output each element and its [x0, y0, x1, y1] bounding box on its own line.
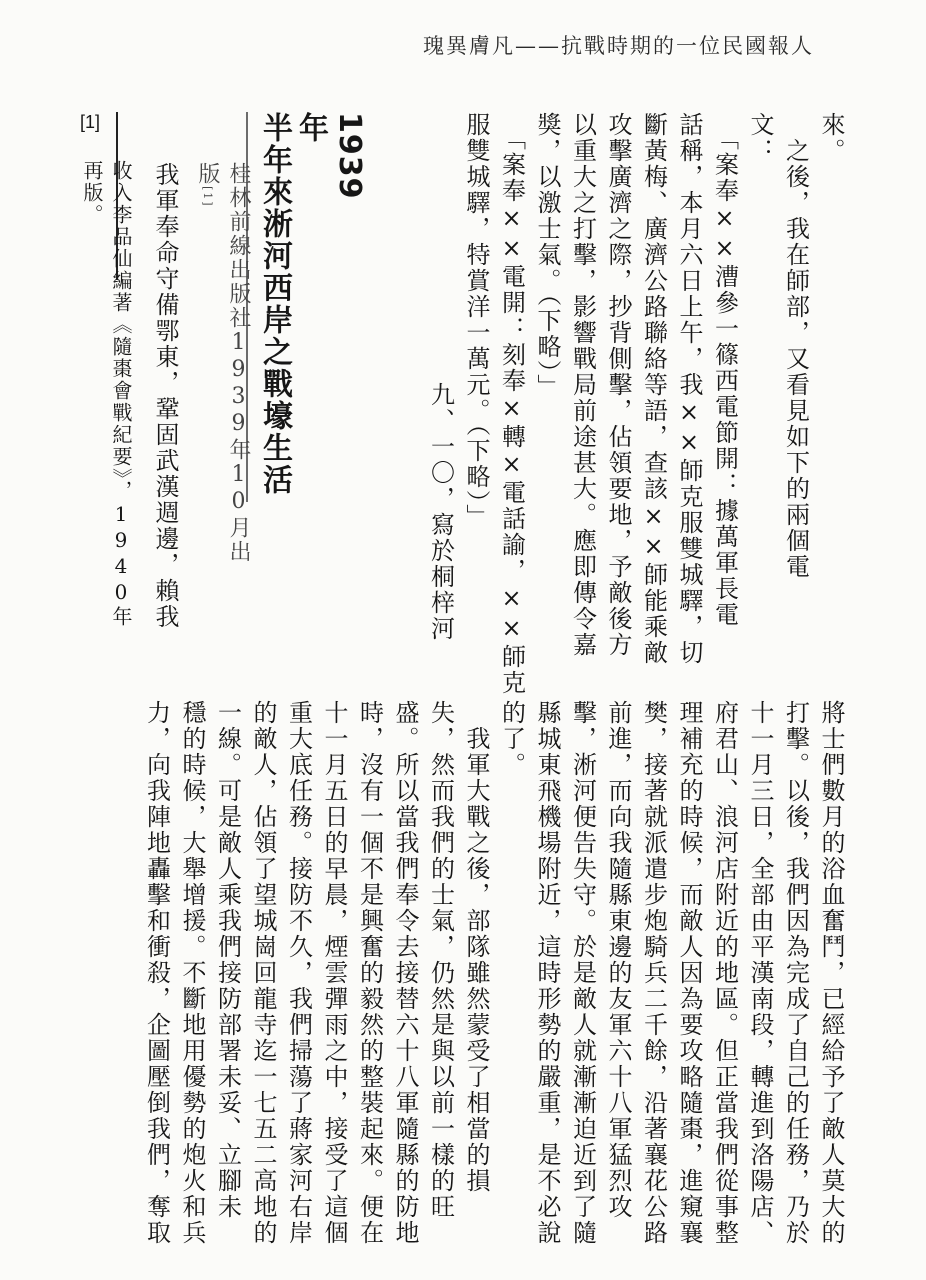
- top-text-block: [422, 112, 848, 696]
- footnote-text: 收入李品仙編著《隨棗會戰紀要》，1940年再版。: [80, 160, 133, 628]
- footnote-number: [1]: [80, 112, 101, 132]
- bottom-text-block: [138, 700, 848, 1260]
- text-column: 十一月三日，全部由平漢南段，轉進到洛陽店、: [746, 700, 774, 1246]
- section-source-note: [1]: [201, 186, 214, 208]
- text-column: 時，沒有一個不是興奮的毅然的整裝起來。便在: [355, 700, 384, 1246]
- text-column: 服雙城驛，特賞洋一萬元。（下略）」: [462, 112, 490, 530]
- text-column: 盛。所以當我們奉令去接替六十八軍隨縣的防地: [391, 700, 419, 1246]
- text-column: 之後，我在師部，又看見如下的兩個電: [781, 112, 810, 580]
- text-column: 府君山、浪河店附近的地區。但正當我們從事整: [710, 700, 739, 1246]
- text-column: 一線。可是敵人乘我們接防部署未妥、立腳未: [213, 700, 242, 1220]
- text-column: 縣城東飛機場附近，這時形勢的嚴重，是不必說: [533, 700, 561, 1246]
- text-column: 斷黃梅、廣濟公路聯絡等語，查該××師能乘敵: [639, 112, 668, 666]
- text-column: 話稱，本月六日上午，我××師克服雙城驛，切: [675, 112, 703, 666]
- text-column: 穩的時候，大舉增援。不斷地用優勢的炮火和兵: [178, 700, 206, 1246]
- text-column: 攻擊廣濟之際，抄背側擊，佔領要地，予敵後方: [604, 112, 632, 658]
- text-column: 十一月五日的早晨，煙雲彈雨之中，接受了這個: [320, 700, 348, 1246]
- text-column: 擊，淅河便告失守。於是敵人就漸漸迫近到了隨: [568, 700, 597, 1246]
- section-title: 半年來淅河西岸之戰壕生活: [246, 112, 296, 502]
- text-column: 文：: [746, 112, 774, 164]
- text-column: 理補充的時候，而敵人因為要攻略隨棗，進窺襄: [675, 700, 703, 1246]
- text-column: 重大底任務。接防不久，我們掃蕩了蔣家河右岸: [284, 700, 313, 1246]
- running-header: 瑰異膚凡——抗戰時期的一位民國報人: [423, 34, 814, 58]
- text-column: 來。: [817, 112, 845, 164]
- text-column: 樊，接著就派遣步炮騎兵二千餘，沿著襄花公路: [639, 700, 668, 1246]
- section-body-first-line: 我軍奉命守備鄂東，鞏固武漢週邊，賴我: [151, 162, 179, 630]
- text-column: 「案奉××電開：刻奉×轉×電話諭，××師克: [497, 112, 526, 696]
- text-column: 將士們數月的浴血奮鬥，已經給予了敵人莫大的: [817, 700, 845, 1246]
- text-column: 以重大之打擊，影響戰局前途甚大。應即傳令嘉: [568, 112, 597, 658]
- text-column: 的敵人，佔領了望城崗回龍寺迄一七五二高地的: [249, 700, 277, 1246]
- section-source: [192, 162, 254, 582]
- text-column: 我軍大戰之後，部隊雖然蒙受了相當的損: [462, 700, 490, 1194]
- text-column: 的了。: [497, 700, 526, 778]
- text-column: 「案奉××漕參一篠西電節開：據萬軍長電: [710, 112, 739, 628]
- section-year: 1939年: [293, 112, 367, 200]
- text-column: 獎，以激士氣。（下略）」: [533, 112, 561, 400]
- text-column: 失，然而我們的士氣，仍然是與以前一樣的旺: [426, 700, 455, 1220]
- text-column: 力，向我陣地轟擊和衝殺，企圖壓倒我們，奪取: [142, 700, 171, 1246]
- text-column-dateline: 九、一〇，寫於桐梓河: [426, 382, 455, 642]
- section-source-text: 桂林前線出版社1939年10月出版: [195, 162, 251, 564]
- text-column: 前進，而向我隨縣東邊的友軍六十八軍猛烈攻: [604, 700, 632, 1220]
- text-column: 打擊。以後，我們因為完成了自己的任務，乃於: [781, 700, 810, 1246]
